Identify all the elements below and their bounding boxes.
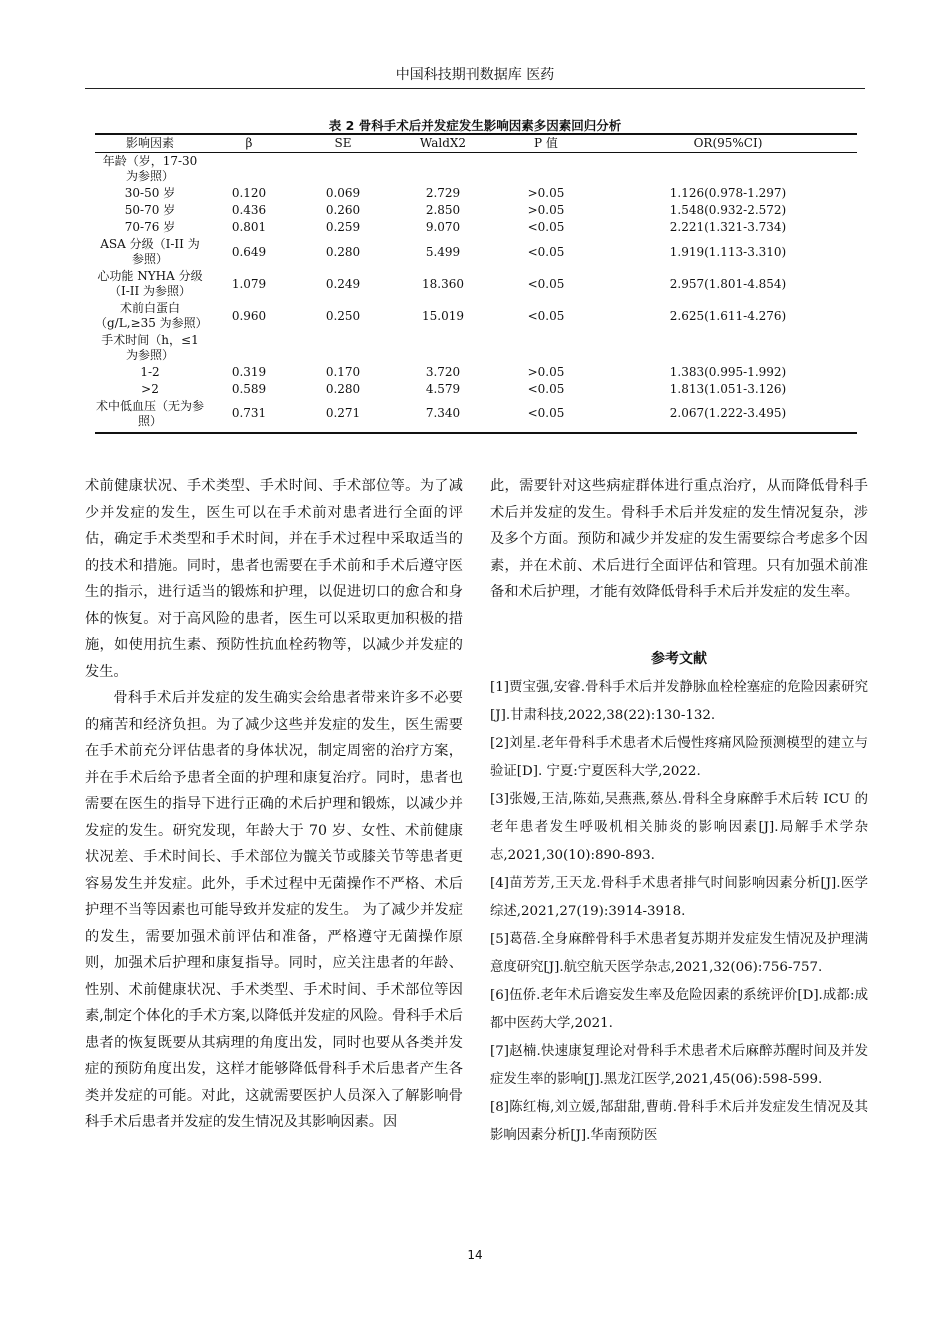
value-cell: 0.259 <box>325 220 361 234</box>
header-rule <box>85 88 865 89</box>
value-cell: 15.019 <box>422 308 464 323</box>
value-cell: 9.070 <box>425 220 461 234</box>
value-cell: 0.801 <box>231 220 267 234</box>
column-header: β <box>205 134 293 153</box>
reference-item: [5]葛蓓.全身麻醉骨科手术患者复苏期并发症发生情况及护理满意度研究[J].航空航天医学杂志,2021,32(06):756-757. <box>490 932 868 975</box>
factor-cell: 50-70 岁 <box>124 203 176 217</box>
value-cell: 2.957(1.801-4.854) <box>669 276 787 291</box>
table-row <box>95 364 857 381</box>
value-cell: 0.649 <box>231 244 267 259</box>
table-row <box>95 153 857 186</box>
value-cell: >0.05 <box>527 365 565 379</box>
reference-item: [3]张嫚,王洁,陈茹,吴燕燕,蔡丛.骨科全身麻醉手术后转 ICU 的老年患者发生呼吸机相关肺炎的影响因素[J].局解手术学杂志,2021,30(10):890-893. <box>490 792 868 863</box>
value-cell: >0.05 <box>527 186 565 200</box>
value-cell: 5.499 <box>425 244 461 259</box>
value-cell <box>599 332 857 364</box>
table-row <box>95 398 857 433</box>
value-cell <box>293 332 393 364</box>
value-cell: 7.340 <box>393 398 493 433</box>
value-cell: 0.250 <box>325 308 361 323</box>
value-cell: 2.221(1.321-3.734) <box>669 220 787 234</box>
column-header: P 值 <box>493 134 599 153</box>
value-cell: 0.260 <box>325 203 361 217</box>
value-cell: <0.05 <box>527 276 565 291</box>
table-row <box>95 236 857 268</box>
reference-item: [8]陈红梅,刘立媛,郜甜甜,曹萌.骨科手术后并发症发生情况及其影响因素分析[J].华南预防医 <box>490 1100 868 1143</box>
reference-item: [4]苗芳芳,王天龙.骨科手术患者排气时间影响因素分析[J].医学综述,2021,27(19):3914-3918. <box>490 876 868 919</box>
right-column <box>490 473 868 1150</box>
value-cell: <0.05 <box>493 398 599 433</box>
column-header: SE <box>293 134 393 153</box>
factor-cell: 术前白蛋白（g/L,≥35 为参照） <box>95 301 208 330</box>
value-cell: 0.249 <box>325 276 361 291</box>
table-row <box>95 300 857 332</box>
running-header: 中国科技期刊数据库 医药 <box>395 67 555 83</box>
value-cell: 0.319 <box>231 365 267 379</box>
value-cell <box>493 153 599 186</box>
references-title: 参考文献 <box>651 650 707 667</box>
left-column <box>85 473 463 1136</box>
factor-cell: 1-2 <box>140 365 160 379</box>
value-cell: 0.280 <box>325 244 361 259</box>
factor-cell: 30-50 岁 <box>124 186 176 200</box>
column-header: WaldX2 <box>393 134 493 153</box>
value-cell: 1.919(1.113-3.310) <box>669 244 787 259</box>
value-cell: 1.126(0.978-1.297) <box>669 186 787 200</box>
table-row <box>95 219 857 236</box>
value-cell: 0.589 <box>231 382 267 396</box>
value-cell: 0.280 <box>325 382 361 396</box>
value-cell <box>205 153 293 186</box>
reference-item: [7]赵楠.快速康复理论对骨科手术患者术后麻醉苏醒时间及并发症发生率的影响[J].黑龙江医学,2021,45(06):598-599. <box>490 1044 868 1087</box>
value-cell: <0.05 <box>527 244 565 259</box>
table-row <box>95 185 857 202</box>
table-header-row <box>95 134 857 153</box>
references-list <box>490 674 868 1150</box>
value-cell: 1.383(0.995-1.992) <box>669 365 787 379</box>
value-cell: 0.069 <box>325 186 361 200</box>
factor-cell: >2 <box>141 382 159 396</box>
value-cell: 2.850 <box>425 203 461 217</box>
value-cell <box>205 332 293 364</box>
value-cell: 18.360 <box>422 276 464 291</box>
value-cell: 0.960 <box>231 308 267 323</box>
value-cell: >0.05 <box>527 203 565 217</box>
value-cell: 1.548(0.932-2.572) <box>669 203 787 217</box>
value-cell: 0.731 <box>205 398 293 433</box>
paragraph: 骨科手术后并发症的发生确实会给患者带来许多不必要的痛苦和经济负担。为了减少这些并发症的发生，医生需要在手术前充分评估患者的身体状况，制定周密的治疗方案，并在手术后给予患者全面的护理和康复治疗。同时，患者也需要在医生的指导下进行正确的术后护理和锻炼，以减少并发症的发生。研究发现，年龄大于 70 岁、女性、术前健康状况差、手术时间长、手术部位为髋关节或膝关节等患者更容易发生并发症。此外，手术过程中无菌操作不严格、术后护理不当等因素也可能导致并发症的发生。 为了减少并发症的发生，需要加强术前评估和准备，严格遵守无菌操作原则，加强术后护理和康复指导。同时，应关注患者的年龄、性别、术前健康状况、手术类型、手术时间、手术部位等因素,制定个体化的手术方案,以降低并发症的风险。骨科手术后患者的恢复既要从其病理的角度出发，同时也要从各类并发症的预防角度出发，这样才能够降低骨科手术后患者产生各类并发症的可能。对此，这就需要医护人员深入了解影响骨科手术后患者并发症的发生情况及其影响因素。因 <box>85 690 463 1130</box>
value-cell: 2.625(1.611-4.276) <box>669 308 787 323</box>
reference-item: [1]贾宝强,安睿.骨科手术后并发静脉血栓栓塞症的危险因素研究[J].甘肃科技,2022,38(22):130-132. <box>490 680 868 723</box>
value-cell: 2.729 <box>425 186 461 200</box>
factor-cell: 70-76 岁 <box>124 220 176 234</box>
column-header: 影响因素 <box>95 134 205 153</box>
value-cell: 0.271 <box>293 398 393 433</box>
factor-cell: 年龄（岁，17-30 为参照） <box>102 154 198 183</box>
value-cell: 1.813(1.051-3.126) <box>669 382 787 396</box>
value-cell <box>393 153 493 186</box>
value-cell <box>293 153 393 186</box>
value-cell: <0.05 <box>527 382 565 396</box>
factor-cell: 手术时间（h，≤1 为参照） <box>101 333 199 362</box>
table-row <box>95 381 857 398</box>
value-cell: <0.05 <box>527 308 565 323</box>
reference-item: [6]伍侨.老年术后谵妄发生率及危险因素的系统评价[D].成都:成都中医药大学,2021. <box>490 988 868 1031</box>
paragraph: 术前健康状况、手术类型、手术时间、手术部位等。为了减少并发症的发生，医生可以在手术前对患者进行全面的评估，确定手术类型和手术时间，并在手术过程中采取适当的的技术和措施。同时，患者也需要在手术前和手术后遵守医生的指示，进行适当的锻炼和护理，以促进切口的愈合和身体的恢复。对于高风险的患者，医生可以采取更加积极的措施，如使用抗生素、预防性抗血栓药物等，以减少并发症的发生。 <box>85 478 463 680</box>
table-caption: 表 2 骨科手术后并发症发生影响因素多因素回归分析 <box>328 118 622 133</box>
paragraph: 此，需要针对这些病症群体进行重点治疗，从而降低骨科手术后并发症的发生。骨科手术后并发症的发生情况复杂，涉及多个方面。预防和减少并发症的发生需要综合考虑多个因素，并在术前、术后进行全面评估和管理。只有加强术前准备和术后护理，才能有效降低骨科手术后并发症的发生率。 <box>490 478 868 600</box>
factor-cell: 心功能 NYHA 分级（I-II 为参照） <box>97 269 203 298</box>
page-number: 14 <box>467 1248 483 1262</box>
factor-cell: 术中低血压（无为参照） <box>95 398 205 433</box>
regression-table <box>95 133 857 434</box>
table-row <box>95 332 857 364</box>
value-cell: 0.436 <box>231 203 267 217</box>
column-header: OR(95%CI) <box>599 134 857 153</box>
factor-cell: ASA 分级（I-II 为参照） <box>100 237 200 266</box>
value-cell: 1.079 <box>231 276 267 291</box>
value-cell <box>493 332 599 364</box>
value-cell <box>393 332 493 364</box>
table-row <box>95 268 857 300</box>
table-row <box>95 202 857 219</box>
reference-item: [2]刘星.老年骨科手术患者术后慢性疼痛风险预测模型的建立与验证[D]. 宁夏:宁夏医科大学,2022. <box>490 736 868 779</box>
value-cell: 0.120 <box>231 186 267 200</box>
value-cell: 3.720 <box>425 365 461 379</box>
value-cell <box>599 153 857 186</box>
value-cell: <0.05 <box>527 220 565 234</box>
value-cell: 0.170 <box>325 365 361 379</box>
value-cell: 2.067(1.222-3.495) <box>599 398 857 433</box>
value-cell: 4.579 <box>425 382 461 396</box>
